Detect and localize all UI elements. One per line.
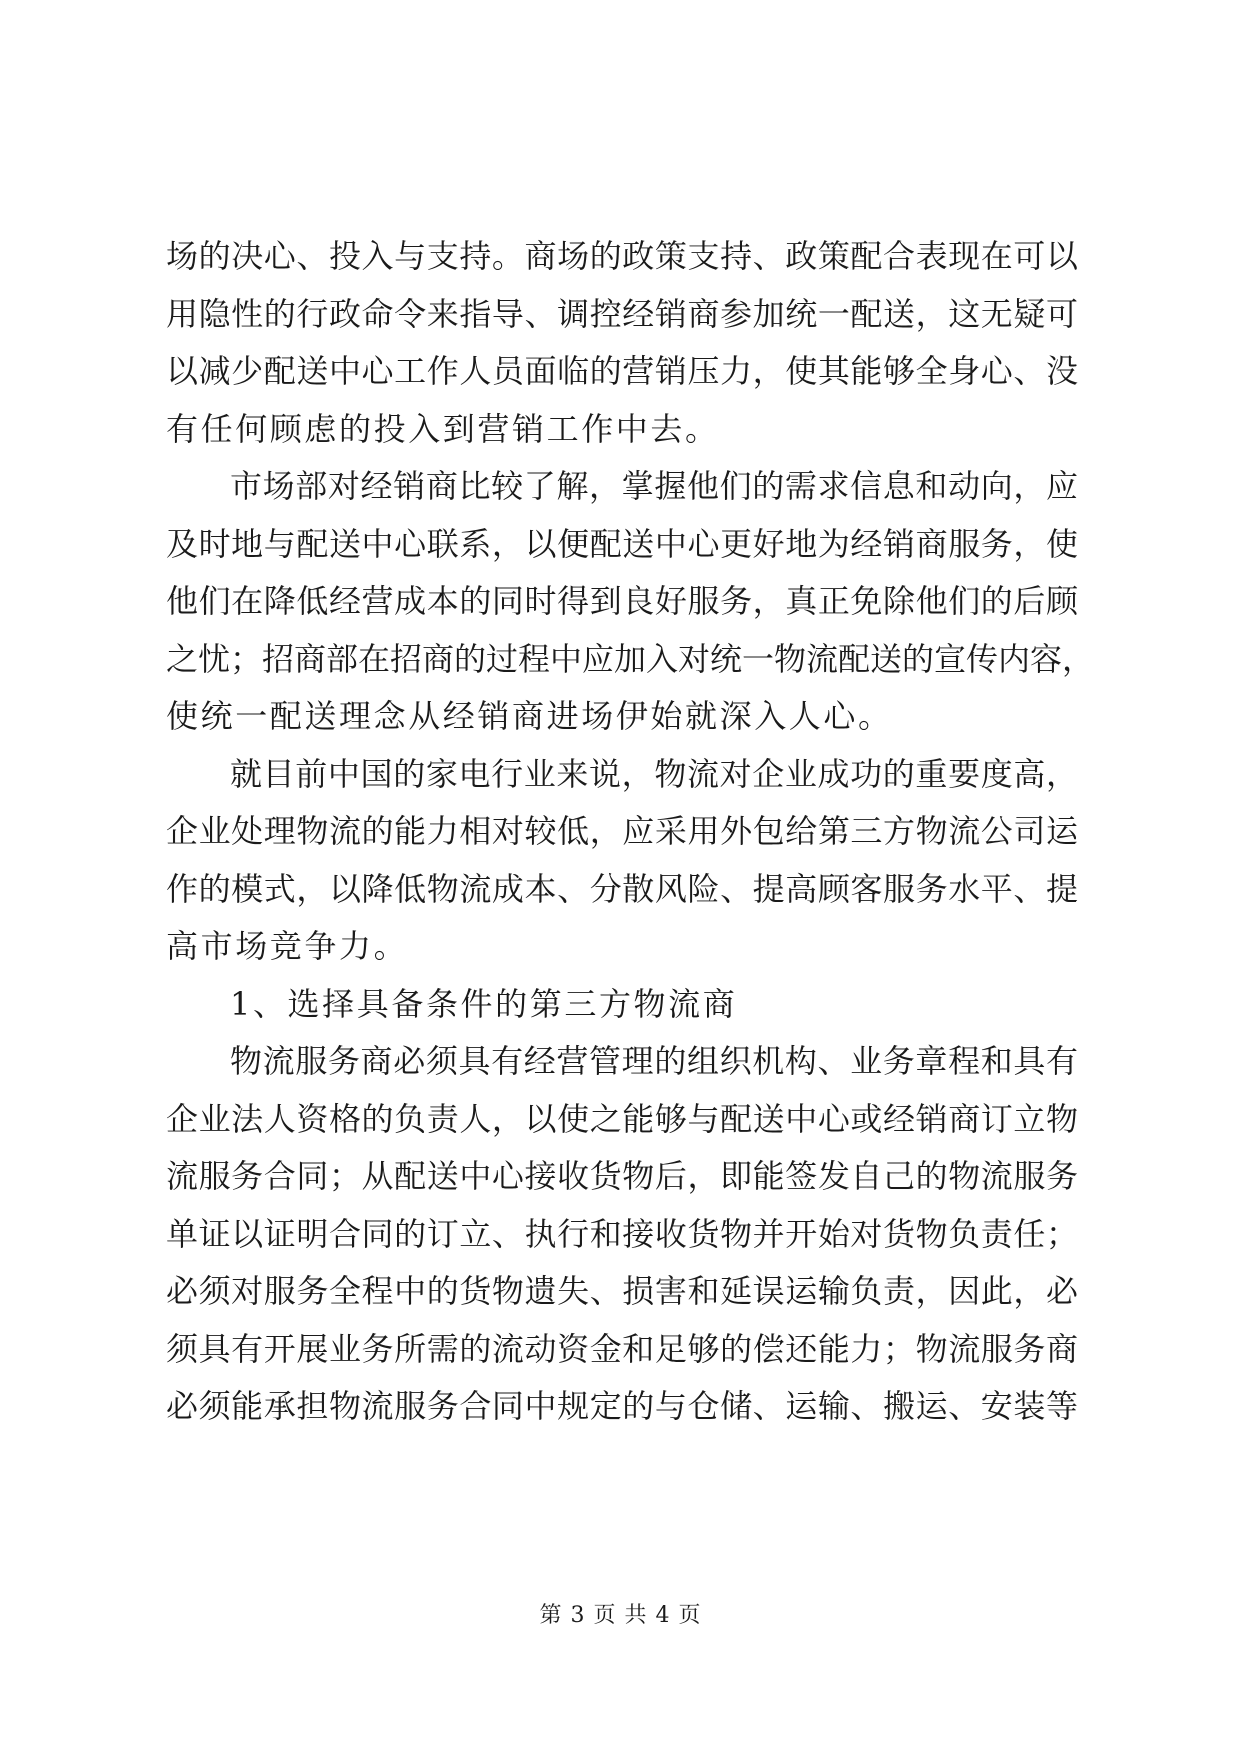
- text-line: 企业处理物流的能力相对较低，应采用外包给第三方物流公司运: [166, 812, 1078, 850]
- text-line: 用隐性的行政命令来指导、调控经销商参加统一配送，这无疑可: [166, 294, 1078, 333]
- text-line: 有任何顾虑的投入到营销工作中去。: [166, 409, 720, 448]
- text-line: 必须对服务全程中的货物遗失、损害和延误运输负责，因此，必: [166, 1272, 1078, 1310]
- text-line: 场的决心、投入与支持。商场的政策支持、政策配合表现在可以: [166, 237, 1078, 275]
- text-line: 企业法人资格的负责人，以使之能够与配送中心或经销商订立物: [166, 1099, 1078, 1138]
- text-line: 必须能承担物流服务合同中规定的与仓储、运输、搬运、安装等: [166, 1387, 1078, 1425]
- text-line: 他们在降低经营成本的同时得到良好服务，真正免除他们的后顾: [166, 582, 1078, 620]
- paragraph-first-line: 物流服务商必须具有经营管理的组织机构、业务章程和具有: [230, 1042, 1078, 1080]
- section-heading: 1、选择具备条件的第三方物流商: [230, 984, 738, 1023]
- text-line: 流服务合同；从配送中心接收货物后，即能签发自己的物流服务: [166, 1157, 1078, 1195]
- text-line: 作的模式，以降低物流成本、分散风险、提高顾客服务水平、提: [166, 869, 1078, 908]
- text-line: 及时地与配送中心联系，以便配送中心更好地为经销商服务，使: [166, 524, 1078, 563]
- text-line: 以减少配送中心工作人员面临的营销压力，使其能够全身心、没: [166, 352, 1078, 390]
- text-line: 单证以证明合同的订立、执行和接收货物并开始对货物负责任；: [166, 1214, 1078, 1253]
- paragraph-first-line: 市场部对经销商比较了解，掌握他们的需求信息和动向，应: [230, 467, 1078, 505]
- text-line: 须具有开展业务所需的流动资金和足够的偿还能力；物流服务商: [166, 1329, 1078, 1368]
- text-line: 使统一配送理念从经销商进场伊始就深入人心。: [166, 697, 893, 735]
- document-body: [166, 228, 1095, 1436]
- page-number: 第 3 页 共 4 页: [539, 1603, 702, 1628]
- text-line: 之忧；招商部在招商的过程中应加入对统一物流配送的宣传内容，: [166, 639, 1095, 678]
- paragraph-first-line: 就目前中国的家电行业来说，物流对企业成功的重要度高，: [230, 754, 1078, 793]
- text-line: 高市场竞争力。: [166, 927, 409, 965]
